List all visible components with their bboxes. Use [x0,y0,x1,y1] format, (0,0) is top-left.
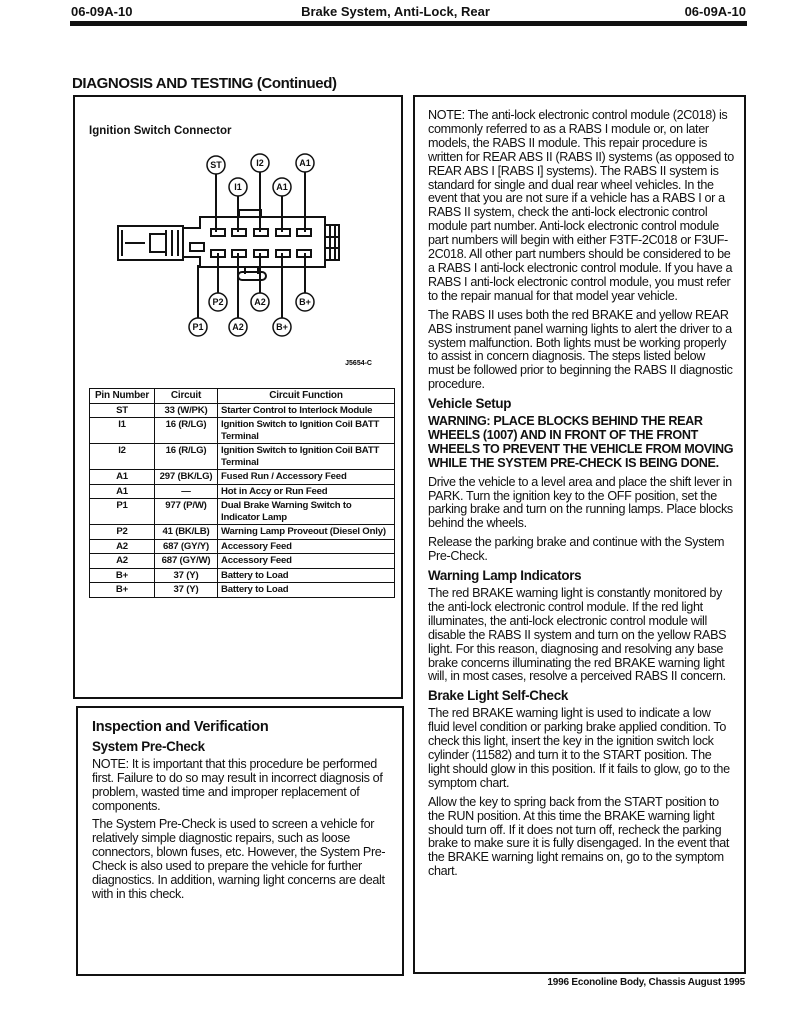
vehicle-setup-p2: Release the parking brake and continue with the System Pre-Check. [428,535,725,564]
col-header-function: Circuit Function [218,389,395,404]
brake-light-p2: Allow the key to spring back from the START position to the RUN position. At this time the BRAKE warning light should turn off. If it does not turn off, recheck the parking brake to make sure it is fully disengaged. In the event that the BRAKE warning light remains on, go to the symptom chart. [428,794,730,879]
cell-circuit: 33 (W/PK) [155,403,218,418]
pin-label-bplus: B+ [299,297,311,307]
pin-label-i1: I1 [234,182,242,192]
cell-function: Ignition Switch to Ignition Coil BATT Terminal [218,418,395,444]
cell-function: Accessory Feed [218,554,395,569]
rabs-intro: The RABS II uses both the red BRAKE and yellow REAR ABS instrument panel warning lights to alert the driver to a system malfunction. Both lights must be working properly to assist in concern diagnosis. The steps listed below must be followed prior to beginning the RABS II diagnostic procedure. [428,307,733,392]
pin-label-bplus-outer: B+ [276,322,288,332]
cell-circuit: 41 (BK/LB) [155,525,218,540]
section-title: Brake System, Anti-Lock, Rear [301,4,490,19]
pre-check-heading: System Pre-Check [92,738,205,754]
vehicle-setup-heading: Vehicle Setup [428,396,512,412]
pin-label-a1: A1 [299,158,311,168]
warning-lamp-p1: The red BRAKE warning light is constantly monitored by the anti-lock electronic control module. If the red light illuminates, the anti-lock electronic control module will disable the RABS II system and turn on the yellow RABS light. For this reason, diagnosing and resolving any base brake concerns illuminating the red BRAKE warning light will, in most cases, resolve a perceived RABS II concern. [428,586,727,684]
pin-label-st: ST [210,160,222,170]
page-title: DIAGNOSIS AND TESTING (Continued) [72,75,337,92]
table-row [90,554,395,569]
cell-circuit: 687 (GY/W) [155,554,218,569]
brake-light-p1: The red BRAKE warning light is used to indicate a low fluid level condition or parking brake applied condition. To check this light, insert the key in the ignition switch lock cylinder (11582) and turn it to the START position. The light should glow in this position. If it fails to glow, go to the symptom chart. [428,706,730,790]
cell-pin: A2 [90,539,155,554]
warning-lamp-heading: Warning Lamp Indicators [428,568,582,584]
rabs-note: NOTE: The anti-lock electronic control module (2C018) is commonly referred to as a RABS I module or, on later models, the RABS II module. This repair procedure is written for REAR ABS II (RABS II) systems (as opposed to REAR ABS I [RABS I] systems). The RABS II system is standard for single and dual rear wheel vehicles. In the event that you are not sure if a vehicle has a RABS I or a RABS II system, check the anti-lock electronic control module part number. Anti-lock electronic control module part numbers will begin with either F3TF-2C018 or F3UF-2C018. All other part numbers should be considered to be a RABS I anti-lock electronic control module. If you have a RABS I anti-lock electronic control module, you must refer to the repair manual for that model year vehicle. [428,108,734,303]
cell-circuit: 977 (P/W) [155,499,218,525]
figure-title: Ignition Switch Connector [89,125,232,137]
cell-pin: B+ [90,583,155,598]
cell-circuit: 37 (Y) [155,568,218,583]
page-number-left: 06-09A-10 [71,4,133,19]
table-row [90,568,395,583]
pin-table [89,388,395,598]
table-row [90,525,395,540]
connector-figure-box [73,95,403,699]
table-row [90,499,395,525]
cell-pin: A1 [90,470,155,485]
cell-pin: ST [90,403,155,418]
vehicle-setup-warning: WARNING: PLACE BLOCKS BEHIND THE REAR WHEELS (1007) AND IN FRONT OF THE FRONT WHEELS TO PREVENT THE VEHICLE FROM MOVING WHILE THE SYSTEM PRE-CHECK IS BEING DONE. [428,414,734,470]
cell-function: Battery to Load [218,583,395,598]
pin-label-i2: I2 [256,158,264,168]
cell-pin: I2 [90,444,155,470]
brake-light-heading: Brake Light Self-Check [428,688,568,704]
pin-label-a2: A2 [254,297,266,307]
cell-function: Accessory Feed [218,539,395,554]
figure-id: J5654-C [345,360,372,367]
cell-function: Starter Control to Interlock Module [218,403,395,418]
cell-circuit: 297 (BK/LG) [155,470,218,485]
pin-label-p1: P1 [192,322,204,332]
table-row [90,539,395,554]
vehicle-setup-p1: Drive the vehicle to a level area and place the shift lever in PARK. Turn the ignition key to the OFF position, set the parking brake and turn on the running lamps. Place blocks behind the wheels. [428,474,733,531]
inspection-paragraph: The System Pre-Check is used to screen a vehicle for relatively simple diagnostic repairs, such as loose connectors, blown fuses, etc. However, the System Pre-Check is also used to prepare the vehicle for further diagnostics. In addition, warning light concerns are dealt with in this check. [92,817,386,901]
footer: 1996 Econoline Body, Chassis August 1995 [547,977,745,988]
pin-label-p2: P2 [212,297,224,307]
cell-pin: P2 [90,525,155,540]
cell-pin: A2 [90,554,155,569]
cell-function: Warning Lamp Proveout (Diesel Only) [218,525,395,540]
cell-circuit: 16 (R/LG) [155,444,218,470]
col-header-pin: Pin Number [90,389,155,404]
cell-circuit: 687 (GY/Y) [155,539,218,554]
cell-function: Dual Brake Warning Switch to Indicator Lamp [218,499,395,525]
cell-pin: B+ [90,568,155,583]
cell-function: Fused Run / Accessory Feed [218,470,395,485]
cell-circuit: 16 (R/LG) [155,418,218,444]
right-column-box [413,95,746,974]
cell-function: Battery to Load [218,568,395,583]
page-number-right: 06-09A-10 [684,4,746,19]
inspection-note: NOTE: It is important that this procedure be performed first. Failure to do so may result in incorrect diagnosis of problem, wasted time and improper replacement of components. [92,756,383,813]
cell-pin: I1 [90,418,155,444]
table-row [90,583,395,598]
ignition-switch-connector-diagram [0,0,400,367]
col-header-circuit: Circuit [155,389,218,404]
table-row [90,470,395,485]
cell-function: Ignition Switch to Ignition Coil BATT Terminal [218,444,395,470]
table-row [90,403,395,418]
cell-circuit: 37 (Y) [155,583,218,598]
pin-label-a1-inner: A1 [276,182,288,192]
inspection-box [76,706,404,976]
cell-pin: A1 [90,484,155,499]
table-row [90,444,395,470]
pin-label-a2-outer: A2 [232,322,244,332]
table-row [90,484,395,499]
table-row [90,418,395,444]
cell-function: Hot in Accy or Run Feed [218,484,395,499]
cell-pin: P1 [90,499,155,525]
cell-circuit: — [155,484,218,499]
inspection-heading: Inspection and Verification [92,719,269,735]
